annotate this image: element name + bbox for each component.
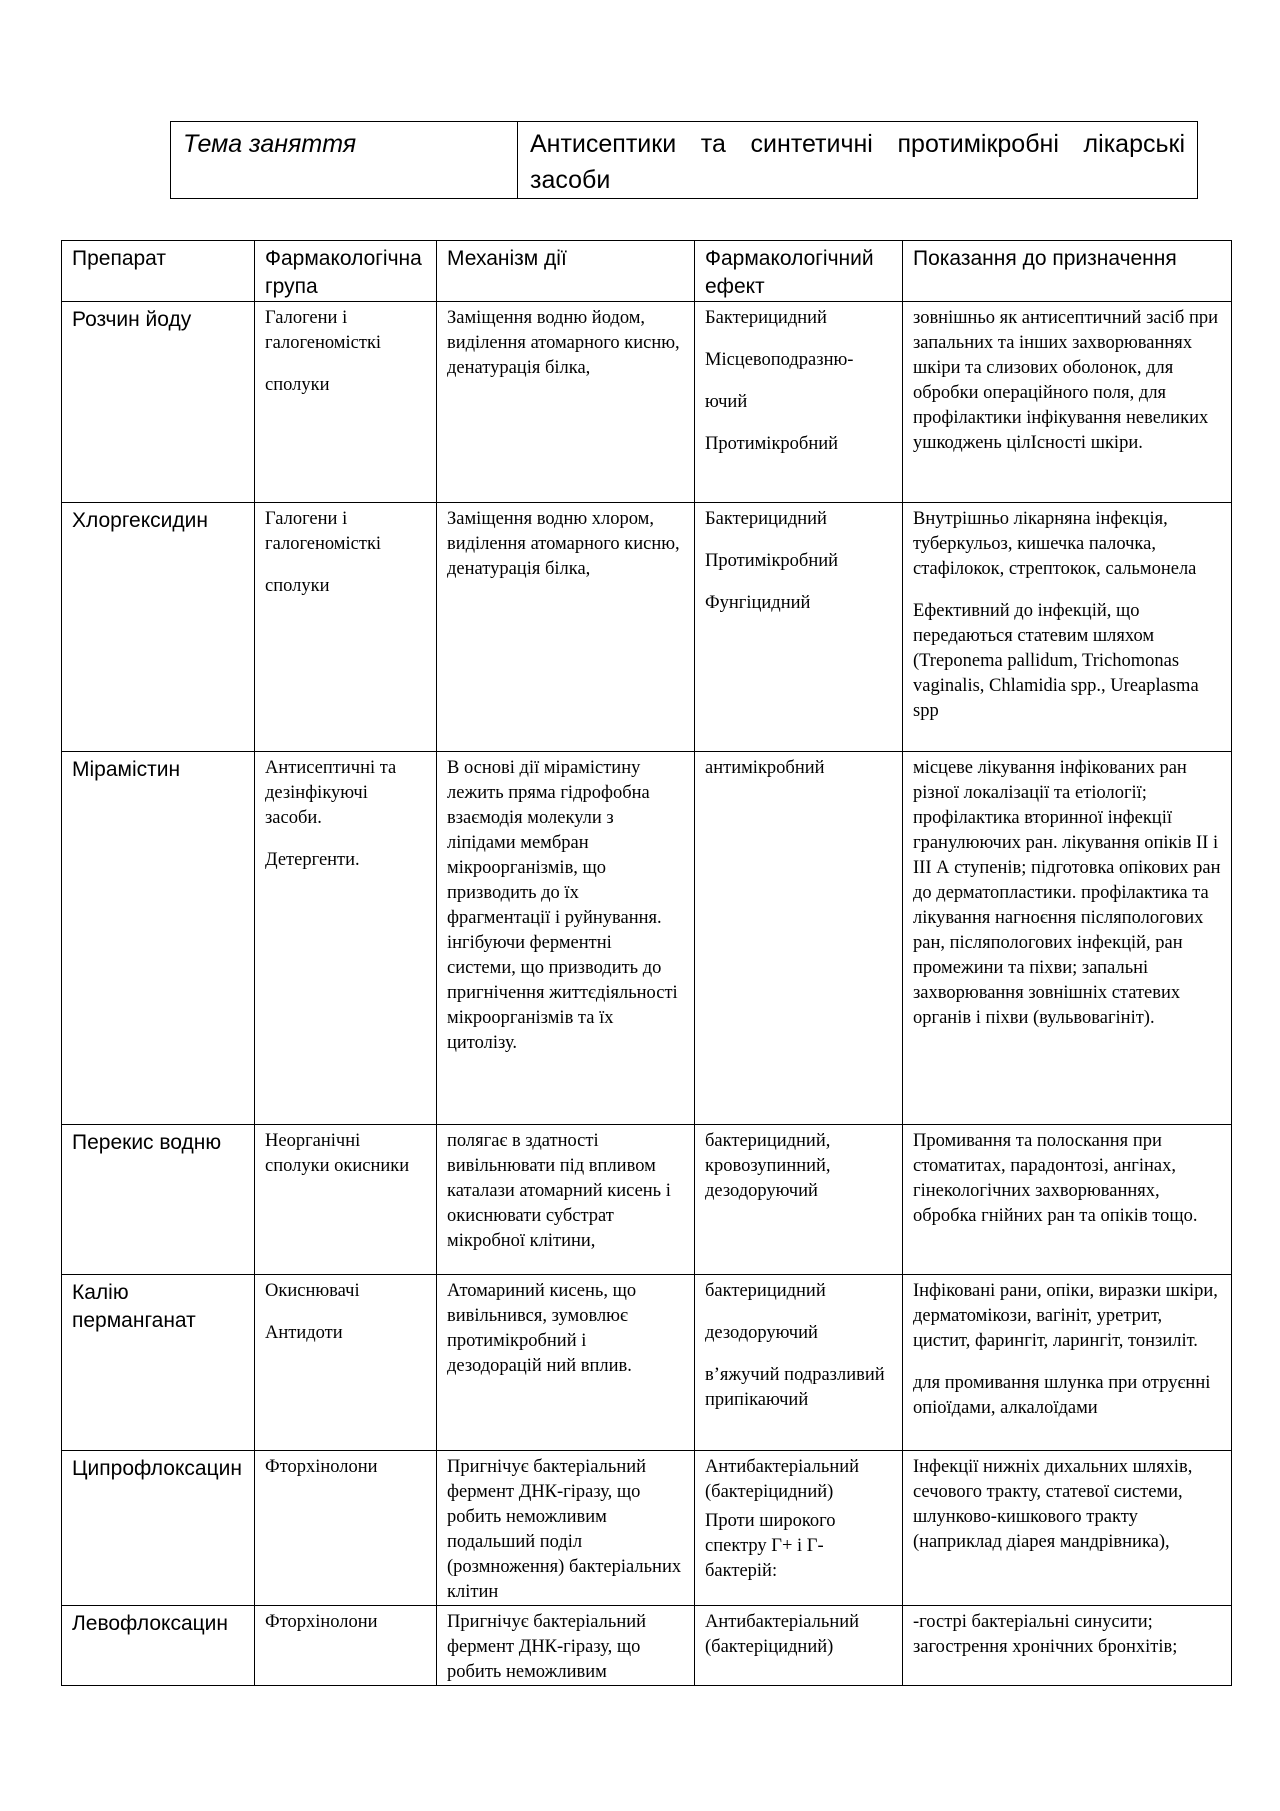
drug-group <box>255 1451 437 1606</box>
drug-mechanism <box>437 1451 695 1606</box>
topic-line-1: Антисептики та синтетичні протимікробні лікарські <box>530 130 1185 158</box>
drug-group <box>255 1606 437 1686</box>
mechanism-text: Атомариний кисень, що вивільнився, зумовлює протимікробний і дезодорацій ний вплив. <box>447 1281 637 1376</box>
drug-name: Калію перманганат <box>62 1275 255 1451</box>
mechanism-text: В основі дії мірамістину лежить пряма гідрофобна взаємодія молекули з ліпідами мембран мікроорганізмів, що призводить до їх фрагментації і руйнування. інгібуючи ферментні системи, що призводить до пригнічення життєдіяльності мікроорганізмів та їх цитолізу. <box>447 758 678 1053</box>
effect-text: Антибактеріальний (бактеріцидний) <box>705 1612 860 1657</box>
group-text: Окиснювачі <box>265 1281 360 1301</box>
drug-effect <box>695 1125 903 1275</box>
header-group: Фармакологічна група <box>255 241 437 302</box>
drug-group <box>255 1275 437 1451</box>
topic-value <box>518 122 1198 199</box>
drug-indications <box>903 302 1232 503</box>
drug-indications <box>903 1275 1232 1451</box>
topic-label: Тема заняття <box>171 122 518 199</box>
group-text: Антидоти <box>265 1323 343 1343</box>
header-row <box>62 241 1232 302</box>
effect-text: бактерицидний, кровозупинний, дезодоруючий <box>705 1131 831 1201</box>
effect-text: дезодоруючий <box>705 1323 818 1343</box>
drug-mechanism <box>437 302 695 503</box>
indications-text: -гострі бактеріальні синусити; загострення хронічних бронхітів; <box>913 1612 1178 1657</box>
drug-effect <box>695 1275 903 1451</box>
drug-effect <box>695 302 903 503</box>
group-text: Галогени і галогеномісткі <box>265 509 382 554</box>
group-text: сполуки <box>265 375 330 395</box>
topic-line-2: засоби <box>530 166 611 194</box>
mechanism-text: Заміщення водню хлором, виділення атомарного кисню, денатурація білка, <box>447 509 680 579</box>
drug-mechanism <box>437 1125 695 1275</box>
table-row <box>62 1125 1232 1275</box>
drug-indications <box>903 1451 1232 1606</box>
effect-text: Протимікробний <box>705 434 839 454</box>
group-text: Галогени і галогеномісткі <box>265 308 382 353</box>
table-row <box>62 1275 1232 1451</box>
table-row <box>62 302 1232 503</box>
effect-text: бактерицидний <box>705 1281 826 1301</box>
effect-text: Фунгіцидний <box>705 593 811 613</box>
indications-text: місцеве лікування інфікованих ран різної локалізації та етіології; профілактика вторинної інфекції гранулюючих ран. лікування опіків ІІ і ІІІ А ступенів; підготовка опікових ран до дерматопластики. профілактика та лікування нагноєння післяпологових ран, післяпологових інфекцій, ран промежини та піхви; запальні захворювання зовнішніх статевих органів і піхви (вульвовагініт). <box>913 758 1221 1028</box>
effect-text: Антибактеріальний (бактеріцидний) <box>705 1457 860 1502</box>
mechanism-text: полягає в здатності вивільнювати під впливом каталази атомарний кисень і окиснювати субстрат мікробної клітини, <box>447 1131 671 1251</box>
drug-group <box>255 752 437 1125</box>
table-row <box>62 503 1232 752</box>
indications-text: Промивання та полоскання при стоматитах, парадонтозі, ангінах, гінекологічних захворюваннях, обробка гнійних ран та опіків тощо. <box>913 1131 1198 1226</box>
drug-indications <box>903 752 1232 1125</box>
topic-table <box>170 121 1198 199</box>
indications-text: Інфекції нижніх дихальних шляхів, сечового тракту, статевої системи, шлунково-кишкового тракту (наприклад діарея мандрівника), <box>913 1457 1193 1552</box>
drug-effect <box>695 1606 903 1686</box>
effect-text: антимікробний <box>705 758 825 778</box>
drug-name: Левофлоксацин <box>62 1606 255 1686</box>
mechanism-text: Пригнічує бактеріальний фермент ДНК-гіразу, що робить неможливим <box>447 1612 647 1682</box>
drug-mechanism <box>437 752 695 1125</box>
group-text: Детергенти. <box>265 850 360 870</box>
drug-indications <box>903 503 1232 752</box>
mechanism-text: Пригнічує бактеріальний фермент ДНК-гіразу, що робить неможливим подальший поділ (розмноження) бактеріальних клітин <box>447 1457 682 1602</box>
header-drug: Препарат <box>62 241 255 302</box>
effect-text: Протимікробний <box>705 551 839 571</box>
mechanism-text: Заміщення водню йодом, виділення атомарного кисню, денатурація білка, <box>447 308 680 378</box>
drugs-table <box>61 240 1232 1686</box>
drug-effect <box>695 752 903 1125</box>
drug-name: Ципрофлоксацин <box>62 1451 255 1606</box>
drug-group <box>255 302 437 503</box>
drug-group <box>255 1125 437 1275</box>
group-text: Фторхінолони <box>265 1612 378 1632</box>
drug-indications <box>903 1125 1232 1275</box>
header-effect: Фармакологічний ефект <box>695 241 903 302</box>
indications-text: зовнішньо як антисептичний засіб при запальних та інших захворюваннях шкіри та слизових оболонок, для обробки операційного поля, для профілактики інфікування невеликих ушкоджень цілІсності шкіри. <box>913 308 1219 453</box>
drug-effect <box>695 1451 903 1606</box>
effect-text: Проти широкого спектру Г+ і Г- бактерій: <box>705 1511 836 1581</box>
effect-text: Місцевоподразню- <box>705 350 854 370</box>
drug-name: Хлоргексидин <box>62 503 255 752</box>
table-row <box>62 752 1232 1125</box>
drug-effect <box>695 503 903 752</box>
group-text: Антисептичні та дезінфікуючі засоби. <box>265 758 397 828</box>
indications-text: Внутрішньо лікарняна інфекція, туберкульоз, кишечка палочка, стафілокок, стрептокок, сальмонела <box>913 509 1197 579</box>
header-mechanism: Механізм дії <box>437 241 695 302</box>
group-text: Неорганічні сполуки окисники <box>265 1131 410 1176</box>
effect-text: ючий <box>705 392 748 412</box>
drug-indications <box>903 1606 1232 1686</box>
drug-mechanism <box>437 1606 695 1686</box>
effect-text: в’яжучий подразливий припікаючий <box>705 1365 885 1410</box>
effect-text: Бактерицидний <box>705 308 827 328</box>
indications-text: Інфіковані рани, опіки, виразки шкіри, дерматомікози, вагініт, уретрит, цистит, фарингіт, ларингіт, тонзиліт. <box>913 1281 1218 1351</box>
header-indications: Показання до призначення <box>903 241 1232 302</box>
drug-mechanism <box>437 1275 695 1451</box>
indications-text: для промивання шлунка при отруєнні опіоїдами, алкалоїдами <box>913 1373 1211 1418</box>
table-row <box>62 1451 1232 1606</box>
group-text: Фторхінолони <box>265 1457 378 1477</box>
effect-text: Бактерицидний <box>705 509 827 529</box>
table-row <box>62 1606 1232 1686</box>
drug-name: Перекис водню <box>62 1125 255 1275</box>
group-text: сполуки <box>265 576 330 596</box>
drug-name: Мірамістин <box>62 752 255 1125</box>
drug-mechanism <box>437 503 695 752</box>
indications-text: Ефективний до інфекцій, що передаються статевим шляхом (Treponema pallidum, Trichomonas vaginalis, Chlamidia spp., Ureaplasma spp <box>913 601 1199 721</box>
drug-name: Розчин йоду <box>62 302 255 503</box>
drug-group <box>255 503 437 752</box>
